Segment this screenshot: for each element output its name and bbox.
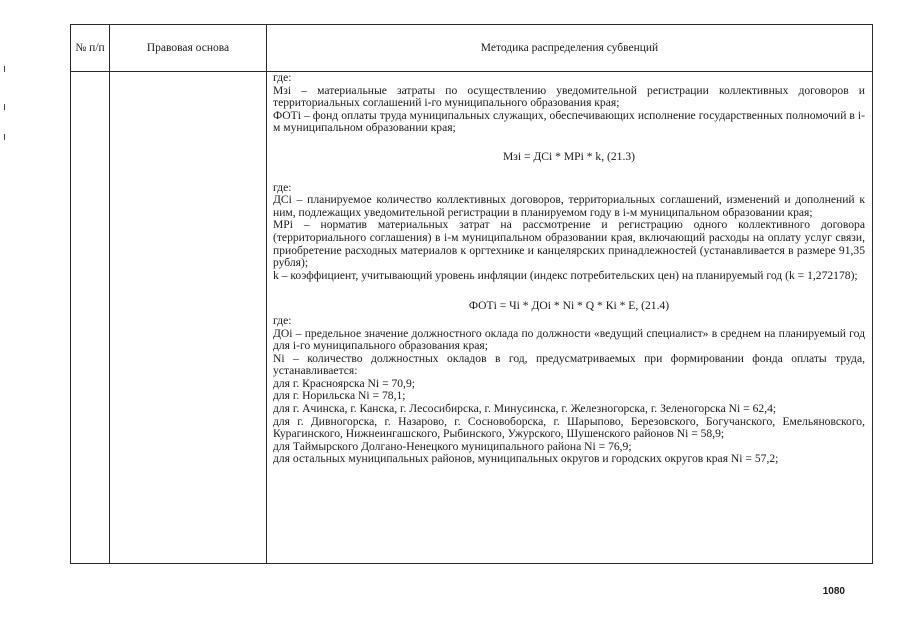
paragraph: MPi – норматив материальных затрат на рассмотрение и регистрацию одного коллективного договора (территориального соглашения) в i-м муниципальном образовании края, включающий расходы на оплату услуг связи, приобретение расходных материалов к оргтехнике и канцелярских принадлежностей (устанавливается в размере 91,35 рубля); [273,218,865,270]
paragraph: ДОi – предельное значение должностного оклада по должности «ведущий специалист» в среднем на планируемый год для i-го муниципального образования края; [273,326,865,353]
distribution-table [70,24,873,564]
cell-num [71,72,110,564]
table-row [71,72,873,564]
cell-legal-basis [110,72,267,564]
table-header-row [71,25,873,72]
paragraph: k – коэффициент, учитывающий уровень инфляции (индекс потребительских цен) на планируемый год (k = 1,272178); [273,268,858,282]
paragraph: ДСi – планируемое количество коллективных договоров, территориальных соглашений, изменений и дополнений к ним, подлежащих уведомительной регистрации в планируемом году в i-м муниципальном образовании края; [273,193,865,219]
paragraph: где: [273,71,292,84]
paragraph: для г. Ачинска, г. Канска, г. Лесосибирска, г. Минусинска, г. Железногорска, г. Зеленогорска Ni = 62,4; [273,402,777,416]
paragraph: Ni – количество должностных окладов в год, предусматриваемых при формировании фонда оплаты труда, устанавливается: [273,351,865,378]
paragraph: ФОТi – фонд оплаты труда муниципальных служащих, обеспечивающих исполнение государственных полномочий в i-м муниципальном образовании края; [273,108,865,135]
header-legal-basis: Правовая основа [110,25,267,72]
margin-tick [4,66,5,72]
paragraph: Mзi – материальные затраты по осуществлению уведомительной регистрации коллективных договоров и территориальных соглашений i-го муниципального образования края; [273,83,865,110]
margin-tick [4,104,5,110]
header-num: № п/п [71,25,110,72]
paragraph: для г. Норильска Ni = 78,1; [273,389,406,403]
paragraph: для остальных муниципальных районов, муниципальных округов и городских округов края Ni = 57,2; [273,452,779,466]
paragraph: где: [273,313,292,327]
methodology-text [273,72,865,466]
page-number: 1080 [822,586,845,597]
formula: Mзi = ДСi * MPi * k, (21.3) [502,149,636,163]
paragraph: для г. Дивногорска, г. Назарово, г. Сосновоборска, г. Шарыпово, Березовского, Богучанского, Емельяновского, Курагинского, Нижнеингашского, Рыбинского, Ужурского, Шушенского районов Ni = 58,9; [273,414,865,441]
header-methodology: Методика распределения субвенций [267,25,873,72]
paragraph: где: [273,180,292,194]
paragraph: для Таймырского Долгано-Ненецкого муниципального района Ni = 76,9; [273,439,632,453]
paragraph: для г. Красноярска Ni = 70,9; [273,376,415,390]
formula: ФОТi = Чi * ДОi * Ni * Q * Кi * Е, (21.4) [468,299,670,313]
cell-methodology [267,72,873,564]
margin-tick [4,134,5,140]
